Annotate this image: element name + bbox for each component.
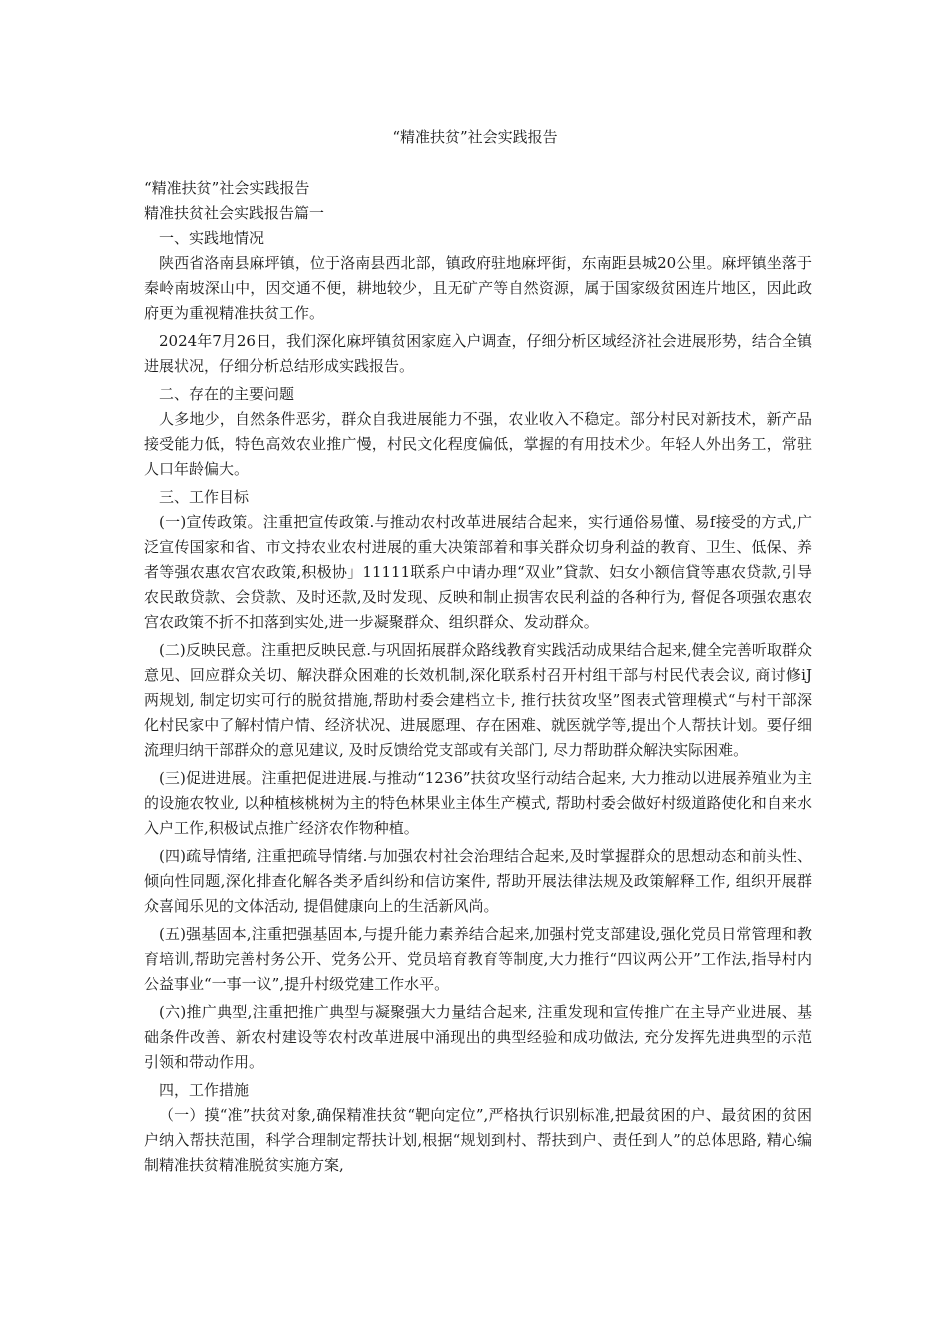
paragraph-goal-1: (一)宣传政策。注重把宣传政策.与推动农村改革进展结合起来，实行通俗易懂、易f接受的方式,广泛宣传国家和省、市文持农业农村进展的重大决策部着和事关群众切身利益的教育、卫生、低保、养者等强农惠农宫农政策,积极协」11111联系户中请办理“双业”貸款、妇女小额信貸等惠农贷款,引导农民敢贷款、会贷款、及时还款,及时发现、反映和制止损害农民利益的各种行为, 督促各项强农惠农宫农政策不折不扣落到实处,进一步凝聚群众、组织群众、发动群众。 (144, 513, 812, 631)
paragraph-survey: 2024年7月26日，我们深化麻坪镇贫困家庭入户调查，仔细分析区域经济社会进展形势，结合全镇进展状况，仔细分析总结形成实践报告。 (144, 332, 812, 375)
section-heading-3: 三、工作目标 (159, 488, 250, 506)
paragraph-goal-6: (六)推广典型,注重把推广典型与凝聚强大力量结合起来, 注重发现和宣传推广在主导产业进展、基础条件改善、新农村建设等农村改革进展中涌现出的典型经验和成功做法, 充分发挥先进典型的示范引领和带动作用。 (144, 1003, 812, 1071)
paragraph-location: 陕西省洛南县麻坪镇，位于洛南县西北部，镇政府驻地麻坪街，东南距县城20公里。麻坪镇坐落于秦岭南坡深山中，因交通不便，耕地较少，且无矿产等自然资源，属于国家级贫困连片地区，因此政府更为重视精准扶贫工作。 (144, 254, 812, 322)
paragraph-goal-2: (二)反映民意。注重把反映民意.与巩固拓展群众路线教育实践活动成果结合起来,健全完善听取群众意见、回应群众关切、解決群众困难的长效机制,深化联系村召开村组干部与村民代表会议, 商讨修iJ两规划, 制定切实可行的脱贫措施,帮助村委会建档立卡, 推行扶贫攻坚”图表式管理模式“与村干部深化村民家中了解村情户情、经济状况、进展愿理、存在困难、就医就学等,提出个人帮扶计划。要仔细流理归纳干部群众的意见建议, 及时反馈给党支部或有关部门, 尽力帮助群众解決实际困难。 (144, 641, 812, 759)
paragraph-measure-1: （一）摸“准”扶贫对象,确保精准扶贫“靶向定位”,严格执行识别标准,把最贫困的户、最贫困的贫困户纳入帮扶范围，科学合理制定帮扶计划,根据“规划到村、帮扶到户、责任到人”的总体思路, 精心编制精准扶贫精准脱贫实施方案, (144, 1106, 812, 1174)
paragraph-goal-4: (四)疏导情绪, 注重把疏导情绪.与加强农村社会治理结合起来,及时掌握群众的思想动态和前头性、倾向性同题,深化排查化解各类矛盾纠纷和信访案件, 帮助开展法律法规及政策解释工作, 组织开展群众喜闻乐见的文体活动, 提倡健康向上的生活新风尚。 (144, 847, 812, 915)
paragraph-goal-5: (五)强基固本,注重把强基固本,与提升能力素养结合起来,加强村党支部建设,强化党员日常管理和教育培训,帮助完善村务公开、党务公开、党员培育教育等制度,大力推行“四议两公开”工作法,指导村内公益事业“一事一议”,提升村级党建工作水平。 (144, 925, 812, 993)
paragraph-problems: 人多地少，自然条件恶劣，群众自我进展能力不强，农业收入不稳定。部分村民对新技术，新产品接受能力低，特色高效农业推广慢，村民文化程度偏低，掌握的有用技术少。年轻人外出务工，常驻人口年龄偏大。 (144, 410, 812, 478)
section-heading-1: 一、实践地情况 (159, 229, 265, 247)
section-heading-2: 二、存在的主要问题 (159, 385, 295, 403)
report-subtitle: “精准扶贫”社会实践报告 (144, 179, 310, 197)
section-heading-4: 四，工作措施 (159, 1081, 250, 1099)
document-title: “精准扶贫”社会实践报告 (392, 128, 558, 146)
paragraph-goal-3: (三)促进进展。注重把促进进展.与推动“1236”扶贫攻坚行动结合起来, 大力推动以进展养殖业为主的设施农牧业, 以种植核桃树为主的特色林果业主体生产模式, 帮助村委会做好村级道路使化和自来水入户工作,积极试点推广经济农作物种植。 (144, 769, 812, 837)
part-title: 精准扶贫社会实践报告篇一 (144, 204, 325, 222)
document-body (144, 176, 812, 1181)
